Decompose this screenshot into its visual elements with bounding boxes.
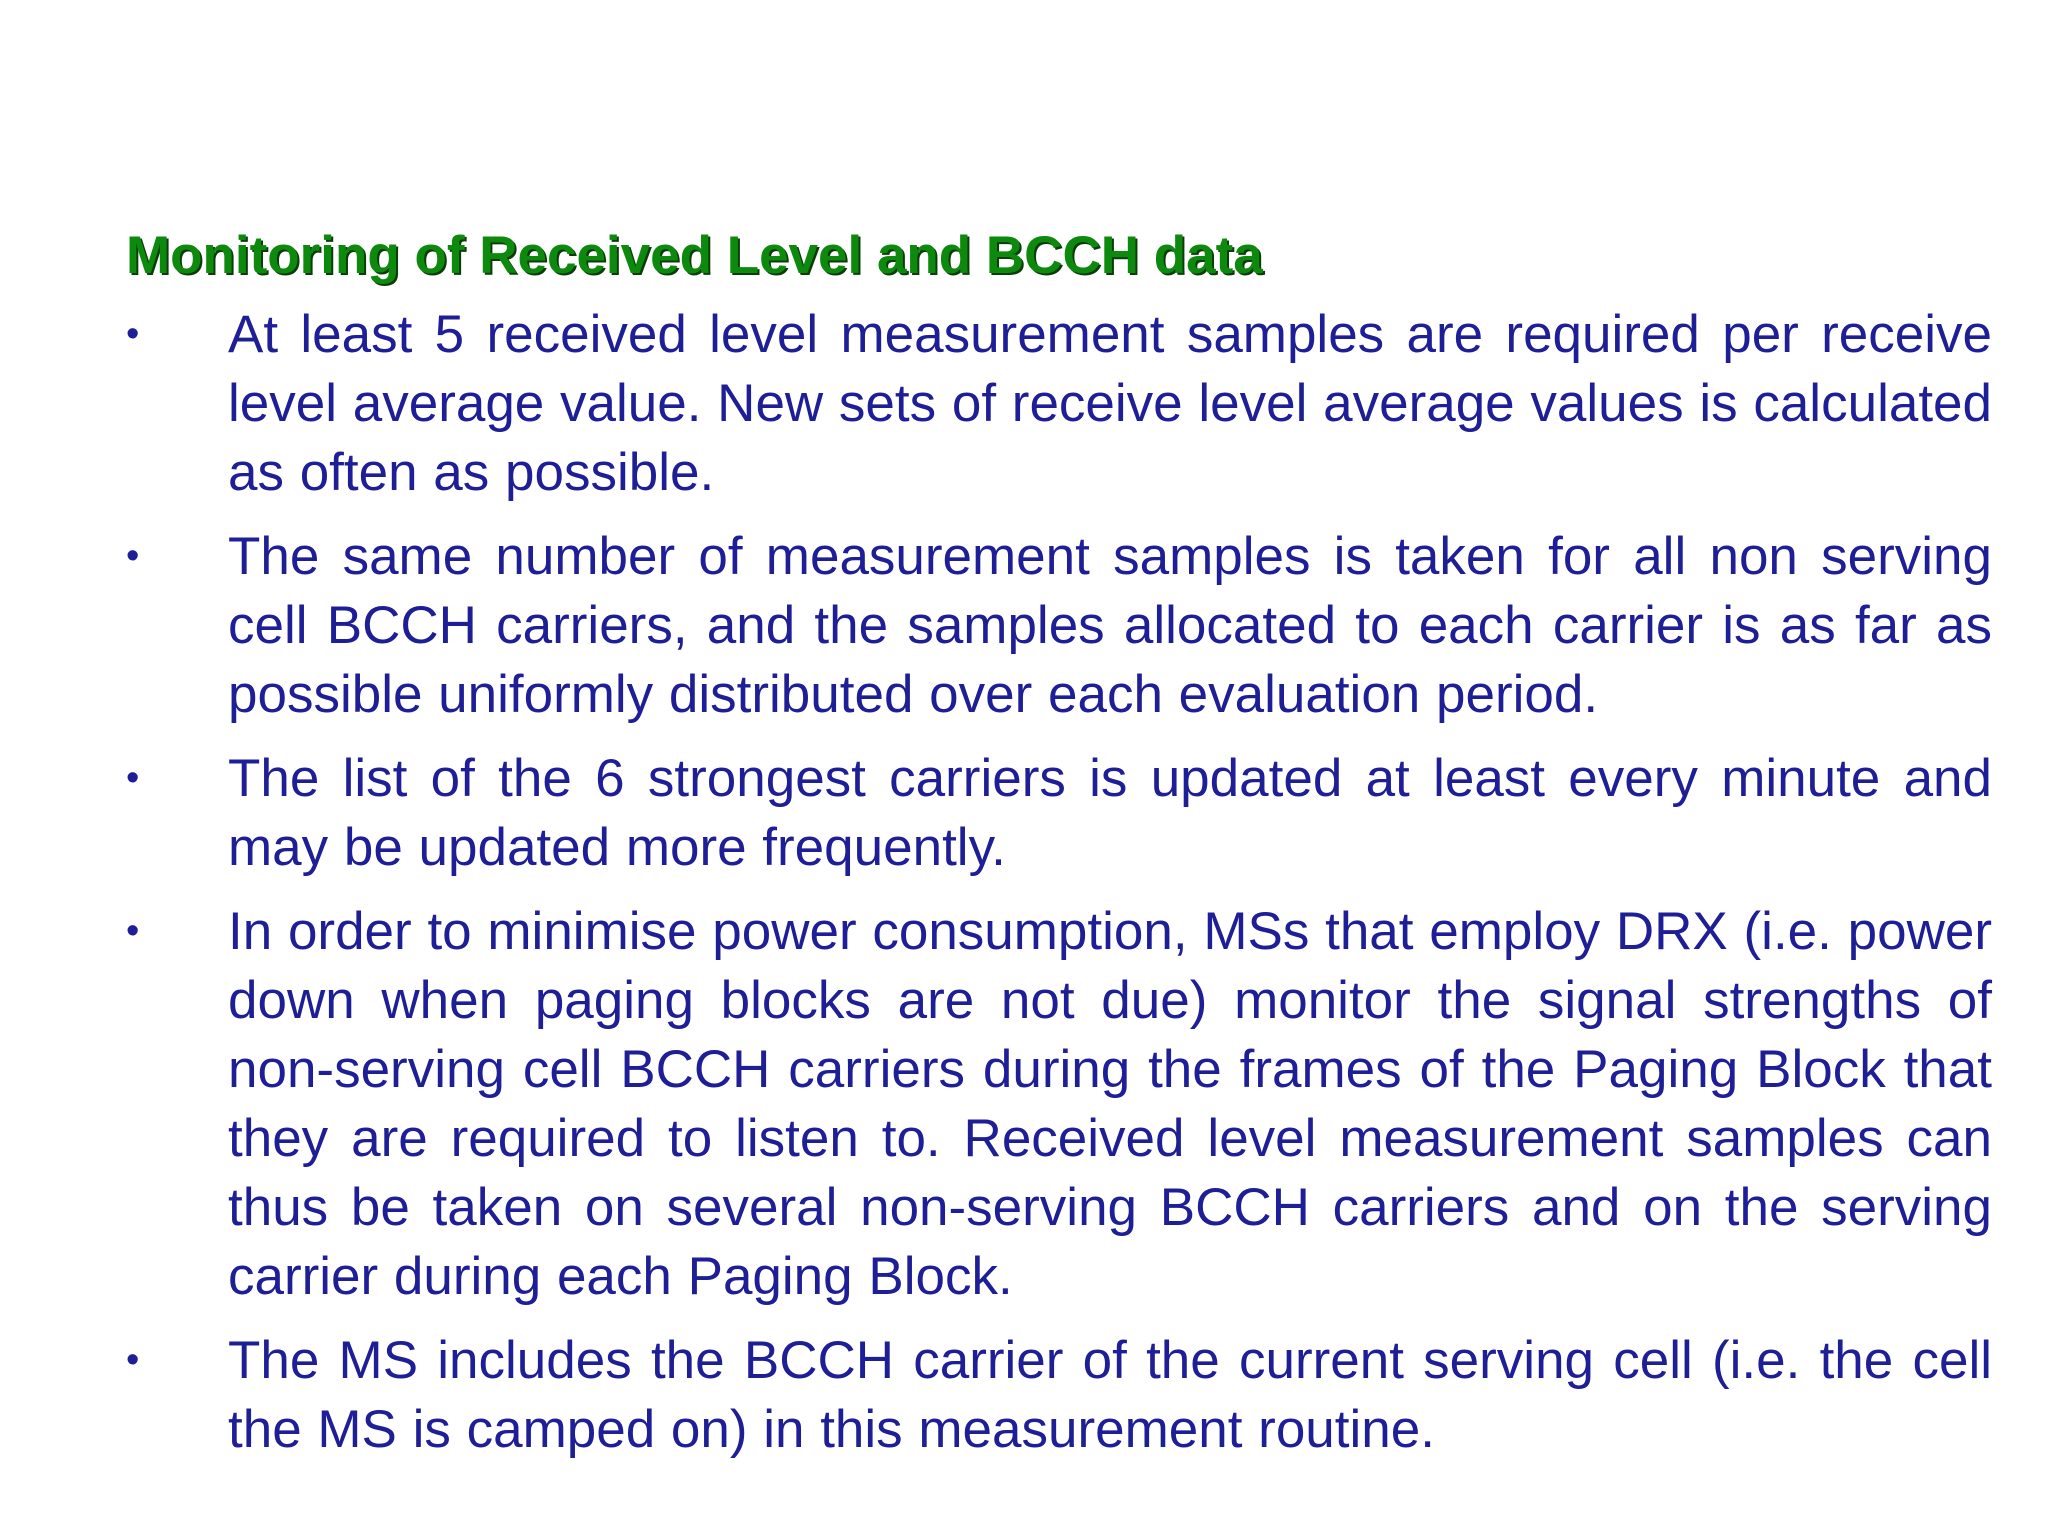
bullet-text: The MS includes the BCCH carrier of the current serving cell (i.e. the cell the MS is camped on) in this measurement routine. [228, 1331, 1992, 1459]
bullet-marker: • [126, 757, 140, 799]
bullet-item [126, 744, 1992, 882]
bullet-item [126, 522, 1992, 729]
bullet-marker: • [126, 313, 140, 355]
bullet-text: At least 5 received level measurement samples are required per receive level average value. New sets of receive level average values is calculated as often as possible. [228, 305, 1992, 502]
bullet-text: In order to minimise power consumption, MSs that employ DRX (i.e. power down when paging blocks are not due) monitor the signal strengths of non-serving cell BCCH carriers during the frames of the Paging Block that they are required to listen to. Received level measurement samples can thus be taken on several non-serving BCCH carriers and on the serving carrier during each Paging Block. [228, 902, 1992, 1306]
bullet-item [126, 897, 1992, 1311]
bullet-item [126, 1326, 1992, 1464]
bullet-marker: • [126, 535, 140, 577]
bullet-list [126, 300, 1992, 1479]
bullet-marker: • [126, 1339, 140, 1381]
slide-heading: Monitoring of Received Level and BCCH data [126, 226, 1263, 285]
bullet-marker: • [126, 910, 140, 952]
bullet-text: The same number of measurement samples is taken for all non serving cell BCCH carriers, and the samples allocated to each carrier is as far as possible uniformly distributed over each evaluation period. [228, 527, 1992, 724]
bullet-text: The list of the 6 strongest carriers is updated at least every minute and may be updated more frequently. [228, 749, 1992, 877]
bullet-item [126, 300, 1992, 507]
